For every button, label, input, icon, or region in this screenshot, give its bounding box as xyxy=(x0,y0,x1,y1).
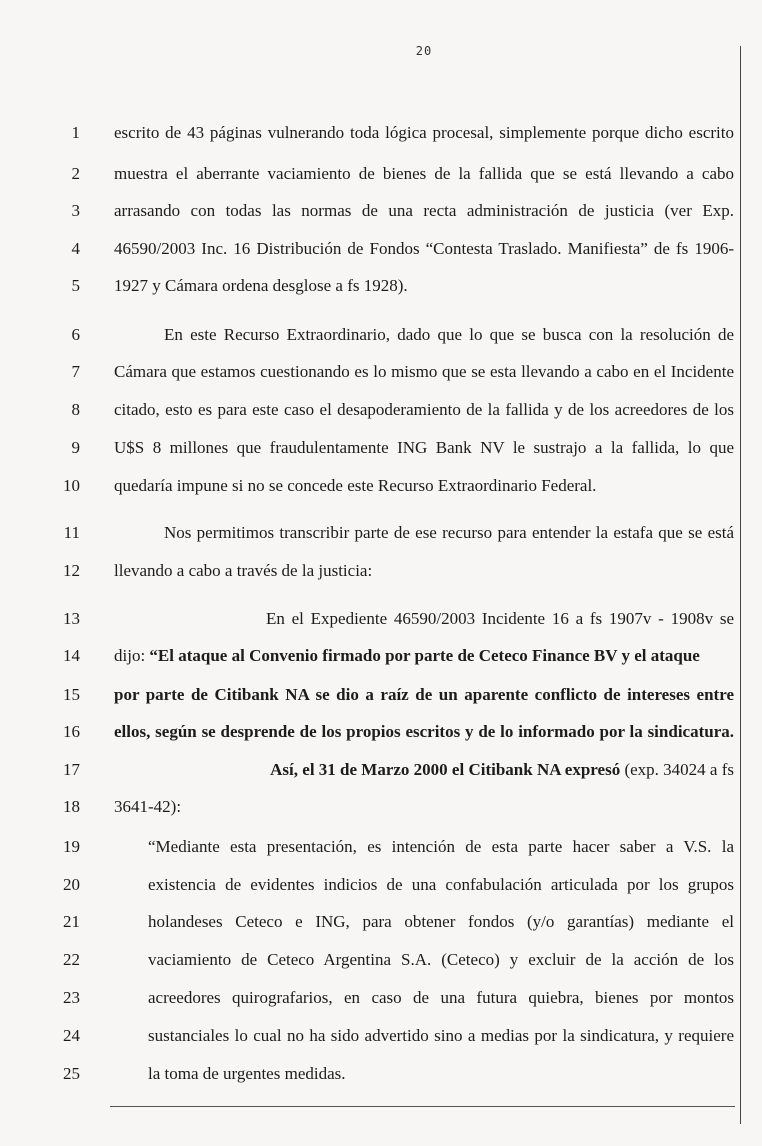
document-line xyxy=(0,834,762,860)
document-line xyxy=(0,435,762,461)
line-number: 17 xyxy=(63,760,80,779)
document-line xyxy=(0,397,762,423)
line-number: 14 xyxy=(63,646,80,665)
document-line xyxy=(0,947,762,973)
line-text: 1927 y Cámara ordena desglose a fs 1928). xyxy=(114,276,408,295)
document-line xyxy=(0,872,762,898)
line-number: 8 xyxy=(71,400,80,419)
line-number: 3 xyxy=(71,201,80,220)
line-number: 16 xyxy=(63,722,80,741)
document-line xyxy=(0,682,762,708)
line-text: existencia de evidentes indicios de una confabulación articulada por los grupos xyxy=(148,875,734,894)
line-text: muestra el aberrante vaciamiento de bienes de la fallida que se está llevando a cabo xyxy=(114,164,734,183)
line-text-plain: (exp. 34024 a fs xyxy=(620,760,734,779)
line-text: En el Expediente 46590/2003 Incidente 16 a fs 1907v - 1908v se xyxy=(266,609,734,628)
line-text: “Mediante esta presentación, es intención de esta parte hacer saber a V.S. la xyxy=(148,837,734,856)
document-line xyxy=(0,558,762,584)
document-line xyxy=(0,757,762,783)
line-number: 22 xyxy=(63,950,80,969)
line-text: Nos permitimos transcribir parte de ese recurso para entender la estafa que se está xyxy=(164,523,734,542)
line-text-plain: dijo: xyxy=(114,646,150,665)
line-text: acreedores quirografarios, en caso de una futura quiebra, bienes por montos xyxy=(148,988,734,1007)
document-line xyxy=(0,120,762,146)
document-line xyxy=(0,1061,762,1087)
line-number: 5 xyxy=(71,276,80,295)
document-line xyxy=(0,1023,762,1049)
document-line xyxy=(0,909,762,935)
line-text xyxy=(114,757,734,783)
line-text: sustanciales lo cual no ha sido advertido sino a medias por la sindicatura, y requiere xyxy=(148,1026,734,1045)
document-line xyxy=(0,794,762,820)
line-number: 10 xyxy=(63,476,80,495)
line-text: llevando a cabo a través de la justicia: xyxy=(114,561,373,580)
line-number: 25 xyxy=(63,1064,80,1083)
line-text-bold: ellos, según se desprende de los propios escritos y de lo informado por la sindicatura. xyxy=(114,722,734,741)
line-number: 11 xyxy=(63,523,80,542)
document-line xyxy=(0,359,762,385)
line-number: 24 xyxy=(63,1026,80,1045)
line-number: 19 xyxy=(63,837,80,856)
document-line xyxy=(0,643,762,669)
line-text xyxy=(114,643,734,669)
line-text: 46590/2003 Inc. 16 Distribución de Fondos “Contesta Traslado. Manifiesta” de fs 1906- xyxy=(114,239,734,258)
line-text-bold: por parte de Citibank NA se dio a raíz de un aparente conflicto de intereses entre xyxy=(114,685,734,704)
document-line xyxy=(0,985,762,1011)
line-number: 13 xyxy=(63,609,80,628)
line-number: 7 xyxy=(71,362,80,381)
line-text: vaciamiento de Ceteco Argentina S.A. (Ceteco) y excluir de la acción de los xyxy=(148,950,734,969)
document-line xyxy=(0,236,762,262)
document-line xyxy=(0,161,762,187)
line-text-bold: “El ataque al Convenio firmado por parte de Ceteco Finance BV y el ataque xyxy=(149,646,700,665)
document-line xyxy=(0,606,762,632)
line-text-bold: Así, el 31 de Marzo 2000 el Citibank NA expresó xyxy=(270,760,621,779)
line-text: arrasando con todas las normas de una recta administración de justicia (ver Exp. xyxy=(114,201,734,220)
line-text: U$S 8 millones que fraudulentamente ING Bank NV le sustrajo a la fallida, lo que xyxy=(114,438,734,457)
line-number: 20 xyxy=(63,875,80,894)
document-line xyxy=(0,198,762,224)
line-number: 6 xyxy=(71,325,80,344)
line-text: 3641-42): xyxy=(114,797,182,816)
line-text: quedaría impune si no se concede este Recurso Extraordinario Federal. xyxy=(114,476,597,495)
line-text: holandeses Ceteco e ING, para obtener fondos (y/o garantías) mediante el xyxy=(148,912,734,931)
line-number: 9 xyxy=(71,438,80,457)
line-number: 18 xyxy=(63,797,80,816)
line-number: 15 xyxy=(63,685,80,704)
line-number: 4 xyxy=(71,239,80,258)
bottom-rule xyxy=(110,1106,735,1107)
line-text: Cámara que estamos cuestionando es lo mismo que se esta llevando a cabo en el Incidente xyxy=(114,362,734,381)
document-line xyxy=(0,520,762,546)
line-number: 21 xyxy=(63,912,80,931)
document-line xyxy=(0,719,762,745)
document-line xyxy=(0,473,762,499)
document-line xyxy=(0,322,762,348)
line-text: escrito de 43 páginas vulnerando toda lógica procesal, simplemente porque dicho escrito xyxy=(114,123,734,142)
page-number: 20 xyxy=(415,44,433,58)
line-number: 12 xyxy=(63,561,80,580)
line-text: En este Recurso Extraordinario, dado que lo que se busca con la resolución de xyxy=(164,325,734,344)
line-number: 1 xyxy=(71,123,80,142)
line-text: la toma de urgentes medidas. xyxy=(148,1064,346,1083)
document-line xyxy=(0,273,762,299)
line-number: 23 xyxy=(63,988,80,1007)
line-number: 2 xyxy=(71,164,80,183)
line-text: citado, esto es para este caso el desapoderamiento de la fallida y de los acreedores de los xyxy=(114,400,734,419)
